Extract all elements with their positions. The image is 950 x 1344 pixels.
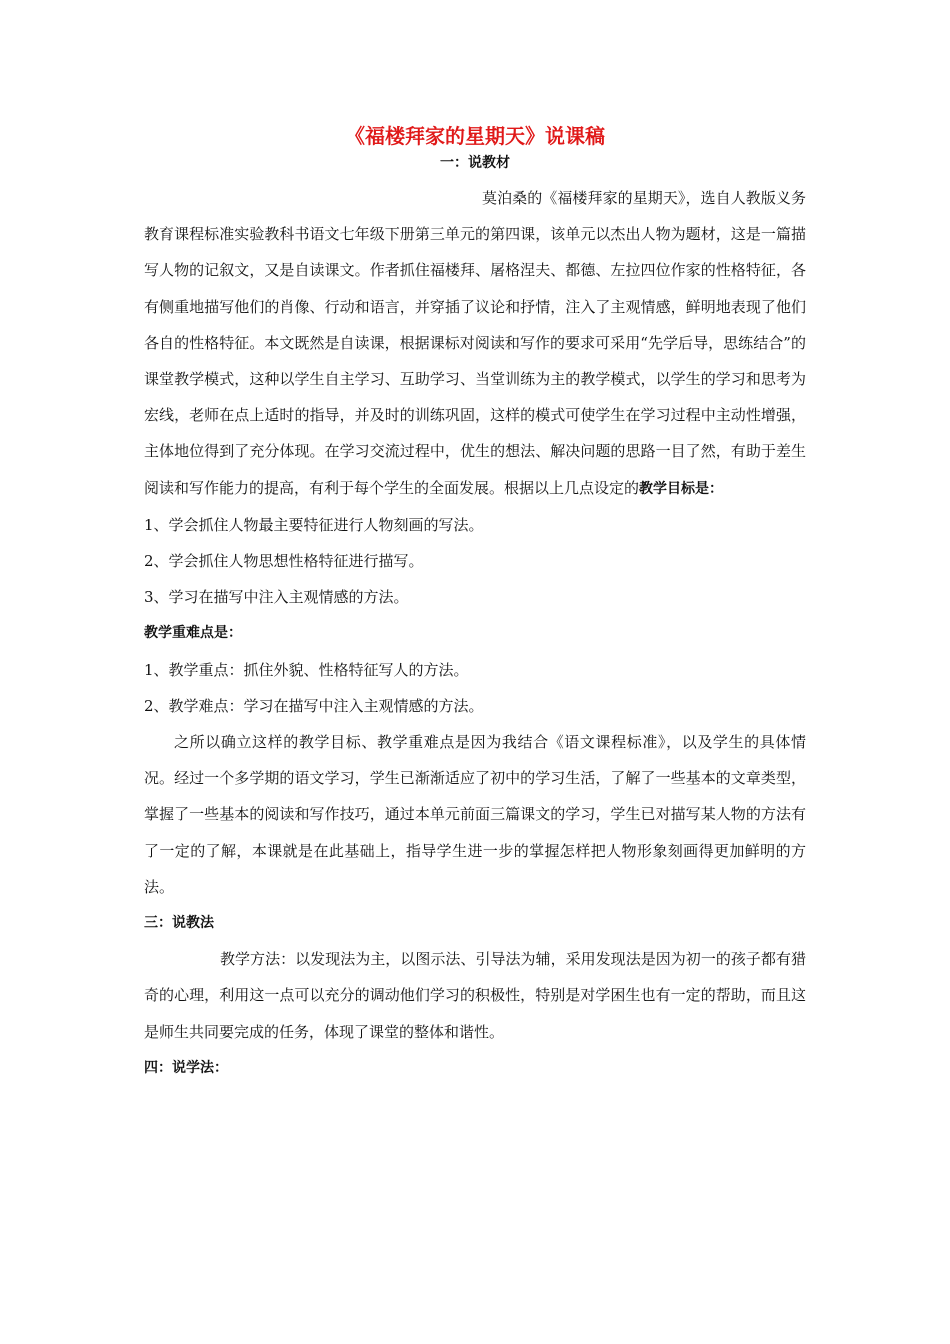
paragraph-teaching-method: 教学方法：以发现法为主，以图示法、引导法为辅，采用发现法是因为初一的孩子都有猎奇的心理，利用这一点可以充分的调动他们学习的积极性，特别是对学困生也有一定的帮助，而且这是师生共同要完成的任务，体现了课堂的整体和谐性。 xyxy=(144,950,806,1041)
goal-item-2: 2、学会抓住人物思想性格特征进行描写。 xyxy=(144,552,424,571)
section-heading-textbook: 一：说教材 xyxy=(440,155,510,171)
document-body xyxy=(144,120,806,1086)
paragraph-textbook-analysis xyxy=(144,180,806,507)
section-heading-teaching-method: 三：说教法 xyxy=(144,915,214,932)
document-title: 《福楼拜家的星期天》说课稿 xyxy=(345,124,605,148)
section-heading-learning-method: 四：说学法： xyxy=(144,1059,228,1076)
paragraph-rationale: 之所以确立这样的教学目标、教学重难点是因为我结合《语文课程标准》，以及学生的具体情况。经过一个多学期的语文学习，学生已渐渐适应了初中的学习生活，了解了一些基本的文章类型，掌握了一些基本的阅读和写作技巧，通过本单元前面三篇课文的学习，学生已对描写某人物的方法有了一定的了解，本课就是在此基础上，指导学生进一步的掌握怎样把人物形象刻画得更加鲜明的方法。 xyxy=(144,733,806,896)
paragraph-text: 莫泊桑的《福楼拜家的星期天》，选自人教版义务教育课程标准实验教科书语文七年级下册第三单元的第四课，该单元以杰出人物为题材，这是一篇描写人物的记叙文，又是自读课文。作者抓住福楼拜、屠格涅夫、都德、左拉四位作家的性格特征，各有侧重地描写他们的肖像、行动和语言，并穿插了议论和抒情，注入了主观情感，鲜明地表现了他们各自的性格特征。本文既然是自读课，根据课标对阅读和写作的要求可采用“先学后导，思练结合”的课堂教学模式，这种以学生自主学习、互助学习、当堂训练为主的教学模式，以学生的学习和思考为宏线，老师在点上适时的指导，并及时的训练巩固，这样的模式可使学生在学习过程中主动性增强，主体地位得到了充分体现。在学习交流过程中，优生的想法、解决问题的思路一目了然，有助于差生阅读和写作能力的提高，有利于每个学生的全面发展。根据以上几点设定的 xyxy=(144,189,806,497)
goal-item-1: 1、学会抓住人物最主要特征进行人物刻画的写法。 xyxy=(144,515,484,534)
key-point-item-2: 2、教学难点：学习在描写中注入主观情感的方法。 xyxy=(144,696,484,715)
key-point-item-1: 1、教学重点：抓住外貌、性格特征写人的方法。 xyxy=(144,660,469,679)
teaching-goals-label: 教学目标是： xyxy=(639,480,724,497)
goal-item-3: 3、学习在描写中注入主观情感的方法。 xyxy=(144,588,409,607)
key-points-heading: 教学重难点是： xyxy=(144,625,242,642)
